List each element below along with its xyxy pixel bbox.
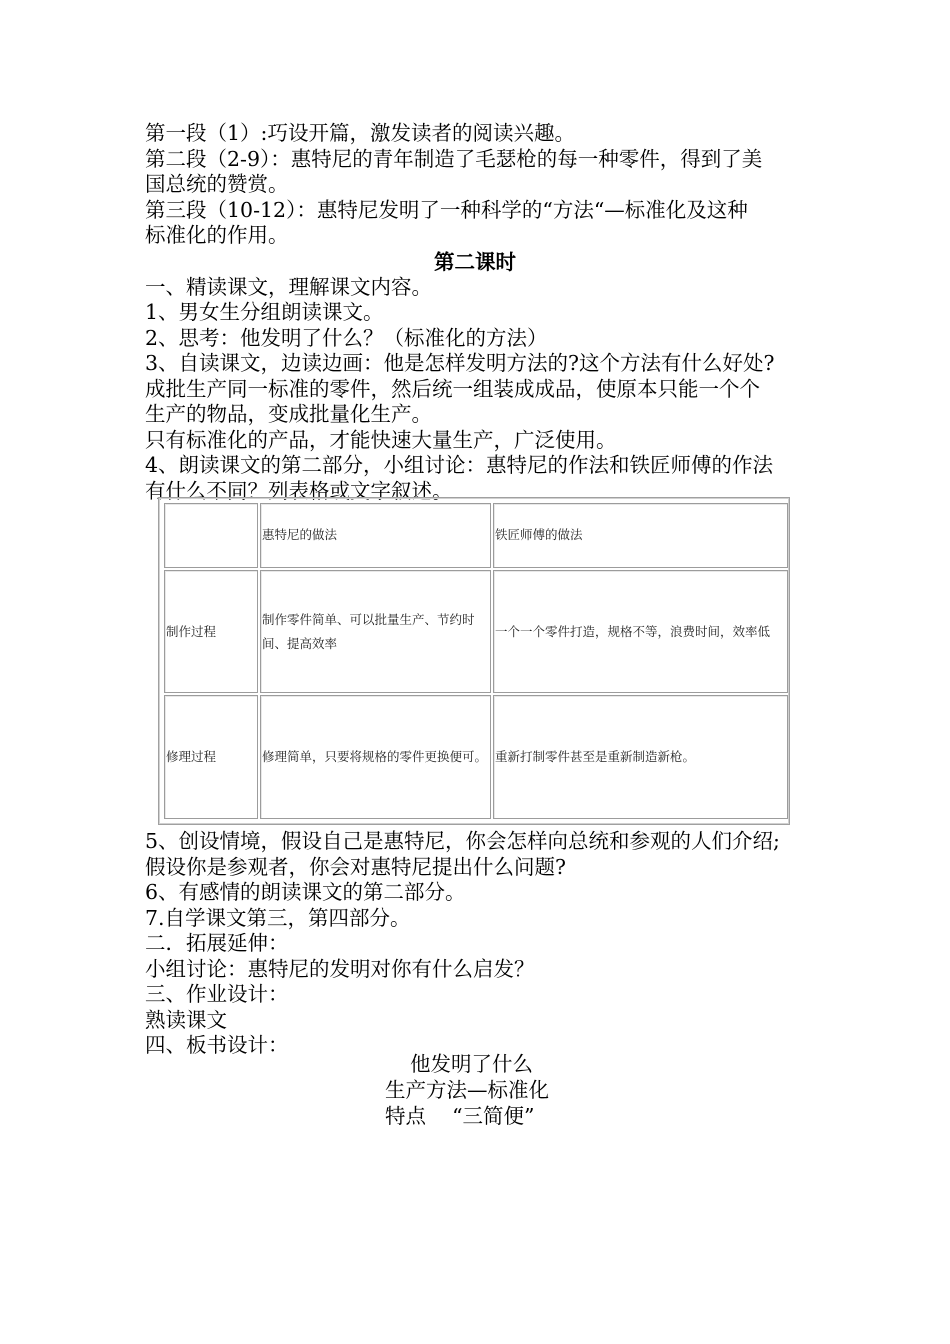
intro-line: 第二段（2-9）：惠特尼的青年制造了毛瑟枪的每一种零件，得到了美 <box>145 146 763 171</box>
table-cell <box>164 503 258 568</box>
table-row <box>164 695 788 819</box>
board-line: 他发明了什么 <box>410 1052 533 1076</box>
step-line: 2、思考：他发明了什么？（标准化的方法） <box>145 325 548 350</box>
table-cell: 修理过程 <box>164 695 258 819</box>
step-line: 三、作业设计： <box>145 982 289 1006</box>
step-line: 二．拓展延伸： <box>145 931 289 955</box>
table-cell: 铁匠师傅的做法 <box>493 503 788 568</box>
table-cell: 一个一个零件打造，规格不等，浪费时间，效率低 <box>493 570 788 694</box>
step-line: 3、自读课文，边读边画：他是怎样发明方法的?这个方法有什么好处? <box>145 351 775 375</box>
table-cell: 制作过程 <box>164 570 258 694</box>
intro-line: 第三段（10-12）：惠特尼发明了一种科学的“方法“—标准化及这种 <box>145 197 748 222</box>
step-line: 6、有感情的朗读课文的第二部分。 <box>145 880 466 904</box>
step-line: 4、朗读课文的第二部分，小组讨论：惠特尼的作法和铁匠师傅的作法 <box>145 453 774 477</box>
board-label: 特点 <box>385 1104 426 1128</box>
document-body <box>145 121 825 504</box>
step-line: 生产的物品，变成批量化生产。 <box>145 402 432 426</box>
table-cell: 制作零件简单、可以批量生产、节约时间、提高效率 <box>260 570 491 694</box>
board-value: “三简便” <box>452 1104 535 1128</box>
step-line: 一、精读课文，理解课文内容。 <box>145 274 432 299</box>
board-line <box>385 1103 625 1129</box>
table-row <box>164 570 788 694</box>
table-cell: 修理简单，只要将规格的零件更换便可。 <box>260 695 491 819</box>
step-line: 7.自学课文第三，第四部分。 <box>145 905 411 930</box>
comparison-table <box>162 501 790 821</box>
step-line: 成批生产同一标准的零件，然后统一组装成成品，使原本只能一个个 <box>145 376 760 401</box>
step-line: 5、创设情境，假设自己是惠特尼，你会怎样向总统和参观的人们介绍; <box>145 829 780 853</box>
intro-line: 国总统的赞赏。 <box>145 172 289 196</box>
document-continued <box>145 829 825 1059</box>
step-line: 1、男女生分组朗读课文。 <box>145 300 384 324</box>
intro-line: 第一段（1）:巧设开篇，激发读者的阅读兴趣。 <box>145 121 575 145</box>
step-line: 有什么不同？列表格或文字叙述。 <box>145 478 453 503</box>
section-title: 第二课时 <box>434 249 516 274</box>
step-line: 小组讨论：惠特尼的发明对你有什么启发？ <box>145 956 535 981</box>
table-cell: 重新打制零件甚至是重新制造新枪。 <box>493 695 788 819</box>
board-line: 生产方法—标准化 <box>385 1078 549 1102</box>
intro-line: 标准化的作用。 <box>145 223 289 247</box>
step-line: 熟读课文 <box>145 1007 227 1032</box>
table-header-row <box>164 503 788 568</box>
comparison-table-frame <box>158 497 790 825</box>
step-line: 四、板书设计： <box>145 1033 289 1057</box>
table-cell: 惠特尼的做法 <box>260 503 491 568</box>
step-line: 只有标准化的产品，才能快速大量生产，广泛使用。 <box>145 427 617 452</box>
step-line: 假设你是参观者，你会对惠特尼提出什么问题? <box>145 854 566 879</box>
blackboard-design <box>385 1051 625 1129</box>
